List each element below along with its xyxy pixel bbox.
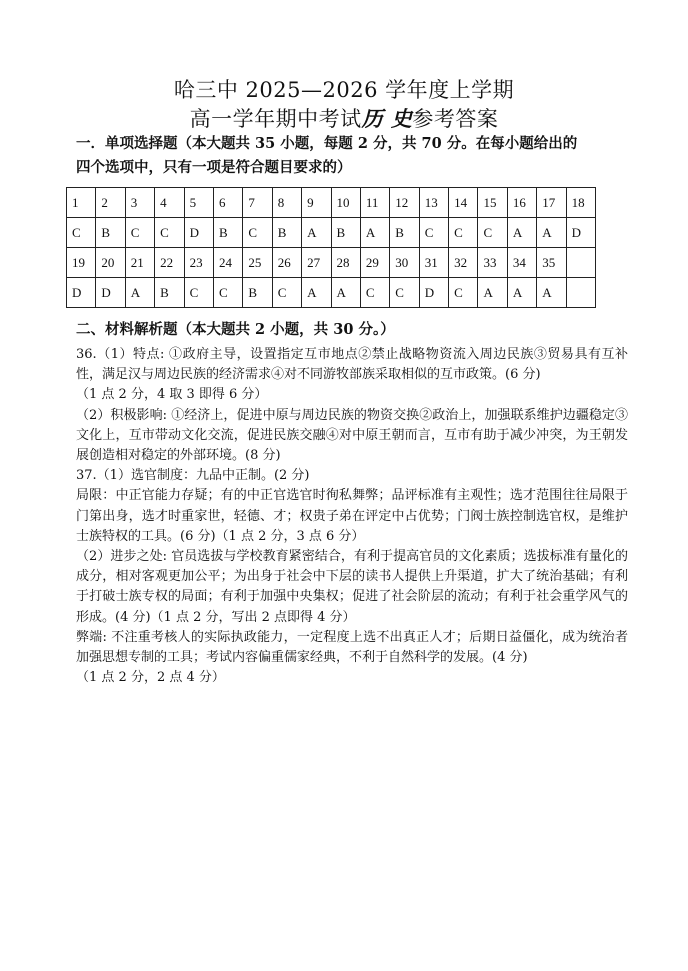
question-number-cell: 3 — [125, 188, 154, 218]
answer-cell: B — [155, 278, 184, 308]
document-title-line1: 哈三中 2025—2026 学年度上学期 — [173, 78, 515, 102]
q37-part2-progress: （2）进步之处: 官员选拔与学校教育紧密结合，有利于提高官员的文化素质；选拔标准有量化的成分，相对客观更加公平；为出身于社会中下层的读书人提供上升渠道，扩大了统治基础；有利于打破士族专权的局面；有利于加强中央集权；促进了社会阶层的流动；有利于社会重学风气的形成。(4 分)（1 点 2 分，写出 2 点即得 4 分） — [76, 549, 628, 625]
question-number-cell: 7 — [243, 188, 272, 218]
section2-heading: 二、材料解析题（本大题共 2 小题，共 30 分。） — [76, 321, 395, 338]
answer-cell: B — [96, 218, 125, 248]
answer-cell: A — [331, 278, 360, 308]
title-answer-key: 参考答案 — [412, 107, 499, 131]
question-number-cell: 16 — [507, 188, 536, 218]
question-number-cell: 25 — [243, 248, 272, 278]
answer-cell: C — [213, 278, 242, 308]
question-number-cell: 33 — [478, 248, 507, 278]
section1-heading-line1: 一．单项选择题（本大题共 35 小题，每题 2 分，共 70 分。在每小题给出的 — [76, 135, 578, 152]
question-number-cell: 4 — [155, 188, 184, 218]
answer-cell: C — [419, 218, 448, 248]
answer-cell: B — [331, 218, 360, 248]
question-number-cell: 9 — [302, 188, 331, 218]
question-number-row — [67, 248, 596, 278]
q37-part1: 37.（1）选官制度：九品中正制。(2 分) — [76, 468, 310, 484]
answer-cell: A — [125, 278, 154, 308]
question-number-cell: 28 — [331, 248, 360, 278]
question-number-cell: 13 — [419, 188, 448, 218]
question-number-cell: 20 — [96, 248, 125, 278]
question-number-cell: 24 — [213, 248, 242, 278]
question-number-cell: 12 — [390, 188, 419, 218]
answer-cell: C — [390, 278, 419, 308]
question-number-cell — [566, 248, 595, 278]
section2-body — [76, 345, 628, 688]
answer-cell: C — [449, 278, 478, 308]
answer-cell: C — [184, 278, 213, 308]
answer-cell: A — [302, 218, 331, 248]
question-number-cell: 10 — [331, 188, 360, 218]
question-number-cell: 5 — [184, 188, 213, 218]
question-number-cell: 1 — [67, 188, 96, 218]
question-number-cell: 2 — [96, 188, 125, 218]
q37-drawbacks-scoring: （1 点 2 分，2 点 4 分） — [76, 670, 225, 686]
question-number-cell: 32 — [449, 248, 478, 278]
question-number-cell: 22 — [155, 248, 184, 278]
answer-cell: C — [272, 278, 301, 308]
answer-cell: B — [390, 218, 419, 248]
question-number-cell: 21 — [125, 248, 154, 278]
answer-cell: A — [507, 218, 536, 248]
answer-cell: C — [155, 218, 184, 248]
answer-cell: A — [302, 278, 331, 308]
question-number-cell: 17 — [537, 188, 566, 218]
section1-heading-line2: 四个选项中，只有一项是符合题目要求的） — [76, 159, 352, 176]
question-number-cell: 8 — [272, 188, 301, 218]
answer-row — [67, 218, 596, 248]
answer-cell: C — [243, 218, 272, 248]
answer-cell: D — [184, 218, 213, 248]
answer-cell: A — [478, 278, 507, 308]
answer-cell: A — [360, 218, 389, 248]
answer-cell: C — [125, 218, 154, 248]
answer-cell: D — [67, 278, 96, 308]
answer-cell: A — [537, 278, 566, 308]
title-exam-name: 高一学年期中考试 — [189, 107, 362, 131]
question-number-cell: 6 — [213, 188, 242, 218]
section1-heading — [76, 132, 636, 180]
answer-table — [66, 187, 596, 308]
question-number-cell: 19 — [67, 248, 96, 278]
document-title-line2 — [0, 103, 688, 133]
answer-cell: A — [507, 278, 536, 308]
answer-row — [67, 278, 596, 308]
answer-cell: C — [478, 218, 507, 248]
q36-part1-scoring: （1 点 2 分，4 取 3 即得 6 分） — [76, 387, 268, 403]
answer-cell: D — [96, 278, 125, 308]
question-number-cell: 26 — [272, 248, 301, 278]
q37-limitations: 局限：中正官能力存疑；有的中正官选官时徇私舞弊；品评标准有主观性；选才范围往往局限于门第出身，选才时重家世，轻德、才；权贵子弟在评定中占优势；门阀士族控制选官权，是维护士族特权的工具。(6 分)（1 点 2 分，3 点 6 分） — [76, 488, 628, 544]
question-number-cell: 29 — [360, 248, 389, 278]
question-number-cell: 15 — [478, 188, 507, 218]
question-number-cell: 30 — [390, 248, 419, 278]
title-subject: 历 史 — [361, 106, 413, 131]
question-number-cell: 14 — [449, 188, 478, 218]
question-number-cell: 34 — [507, 248, 536, 278]
answer-cell: A — [537, 218, 566, 248]
question-number-cell: 27 — [302, 248, 331, 278]
question-number-row — [67, 188, 596, 218]
answer-cell: D — [566, 218, 595, 248]
answer-cell: D — [419, 278, 448, 308]
q36-part2: （2）积极影响: ①经济上，促进中原与周边民族的物资交换②政治上，加强联系维护边疆稳定③文化上，互市带动文化交流，促进民族交融④对中原王朝而言，互市有助于减少冲突，为王朝发展创造相对稳定的外部环境。(8 分) — [76, 407, 628, 464]
answer-cell: B — [272, 218, 301, 248]
answer-cell: B — [243, 278, 272, 308]
question-number-cell: 11 — [360, 188, 389, 218]
answer-cell: C — [449, 218, 478, 248]
answer-cell: C — [67, 218, 96, 248]
answer-cell — [566, 278, 595, 308]
answer-cell: B — [213, 218, 242, 248]
question-number-cell: 31 — [419, 248, 448, 278]
answer-cell: C — [360, 278, 389, 308]
question-number-cell: 18 — [566, 188, 595, 218]
q37-drawbacks: 弊端: 不注重考核人的实际执政能力，一定程度上选不出真正人才；后期日益僵化，成为统治者加强思想专制的工具；考试内容偏重儒家经典，不利于自然科学的发展。(4 分) — [76, 629, 628, 666]
question-number-cell: 35 — [537, 248, 566, 278]
q36-part1: 36.（1）特点: ①政府主导，设置指定互市地点②禁止战略物资流入周边民族③贸易具有互补性，满足汉与周边民族的经济需求④对不同游牧部族采取相似的互市政策。(6 分) — [76, 347, 628, 383]
question-number-cell: 23 — [184, 248, 213, 278]
